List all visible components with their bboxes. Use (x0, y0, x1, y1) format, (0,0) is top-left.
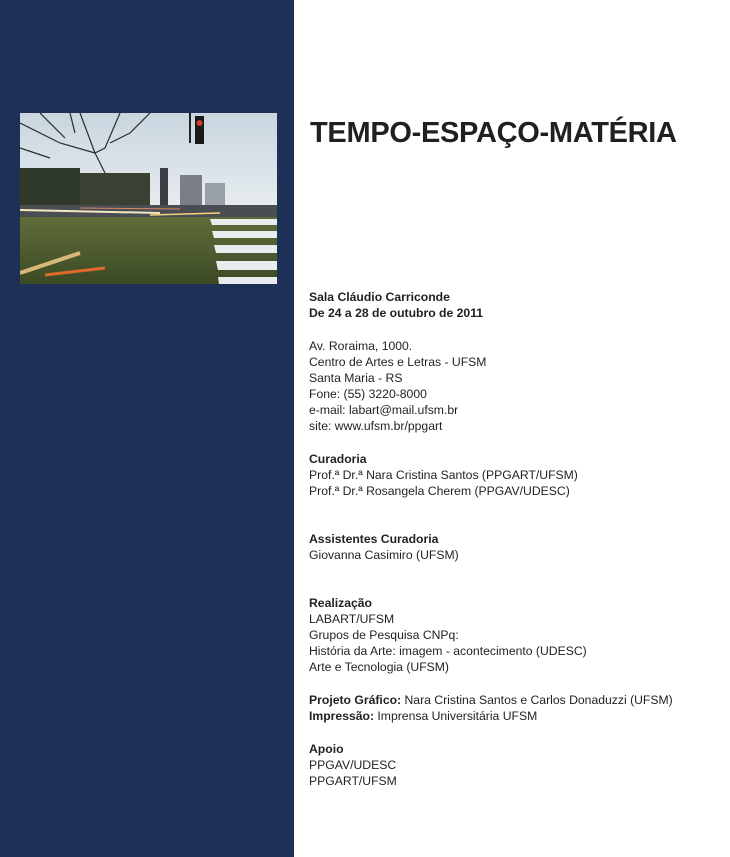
phone-line: Fone: (55) 3220-8000 (309, 387, 427, 401)
realizacao-heading: Realização (309, 596, 373, 610)
realizacao-item: Arte e Tecnologia (UFSM) (309, 660, 449, 674)
assistentes-section (309, 531, 719, 563)
apoio-item: PPGART/UFSM (309, 774, 397, 788)
realizacao-item: Grupos de Pesquisa CNPq: (309, 628, 459, 642)
credits-section (309, 692, 719, 724)
curadoria-section (309, 451, 719, 499)
info-block (309, 289, 719, 789)
realizacao-item: História da Arte: imagem - acontecimento (UDESC) (309, 644, 587, 658)
street-photo-icon (20, 113, 277, 284)
apoio-item: PPGAV/UDESC (309, 758, 397, 772)
address-line: Av. Roraima, 1000. (309, 339, 413, 353)
apoio-heading: Apoio (309, 742, 344, 756)
impressao-line (309, 708, 719, 724)
realizacao-item: LABART/UFSM (309, 612, 395, 626)
projeto-grafico-label: Projeto Gráfico: (309, 693, 402, 707)
curadoria-item: Prof.ª Dr.ª Rosangela Cherem (PPGAV/UDESC) (309, 484, 570, 498)
street-photo (20, 113, 277, 284)
email-line: e-mail: labart@mail.ufsm.br (309, 403, 459, 417)
venue-dates: De 24 a 28 de outubro de 2011 (309, 306, 484, 320)
assistentes-item: Giovanna Casimiro (UFSM) (309, 548, 459, 562)
projeto-grafico-value: Nara Cristina Santos e Carlos Donaduzzi (UFSM) (401, 693, 673, 707)
site-line: site: www.ufsm.br/ppgart (309, 419, 443, 433)
address-block (309, 338, 719, 434)
projeto-grafico-line (309, 692, 719, 708)
left-color-panel (0, 0, 294, 857)
address-line: Centro de Artes e Letras - UFSM (309, 355, 487, 369)
impressao-value: Imprensa Universitária UFSM (374, 709, 538, 723)
page-title: TEMPO-ESPAÇO-MATÉRIA (310, 117, 677, 149)
realizacao-section (309, 595, 719, 675)
impressao-label: Impressão: (309, 709, 375, 723)
venue-name: Sala Cláudio Carriconde (309, 290, 450, 304)
assistentes-heading: Assistentes Curadoria (309, 532, 439, 546)
apoio-section (309, 741, 719, 789)
curadoria-item: Prof.ª Dr.ª Nara Cristina Santos (PPGART/UFSM) (309, 468, 578, 482)
address-line: Santa Maria - RS (309, 371, 403, 385)
curadoria-heading: Curadoria (309, 452, 367, 466)
